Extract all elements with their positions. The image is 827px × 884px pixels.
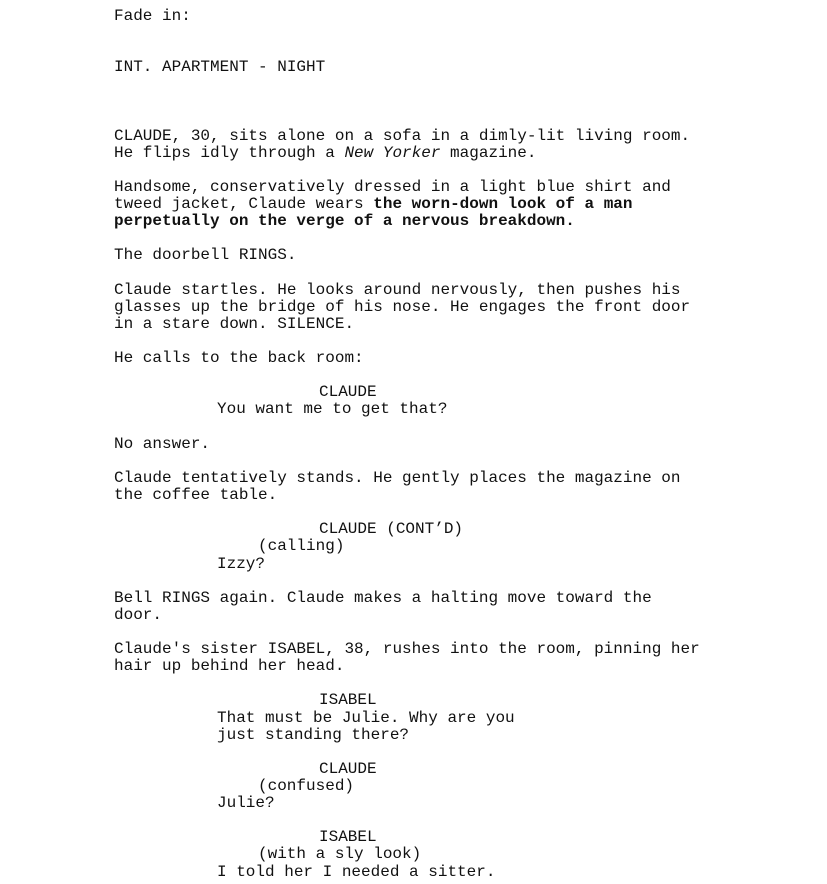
emphasis-text: the worn-down look of a man — [373, 195, 633, 213]
action-line: the coffee table. — [114, 486, 278, 504]
action-line: hair up behind her head. — [114, 657, 345, 675]
action-line: Claude startles. He looks around nervously, then pushes his — [114, 281, 681, 299]
scene-heading: INT. APARTMENT - NIGHT — [114, 58, 326, 76]
action-line: Claude's sister ISABEL, 38, rushes into the room, pinning her — [114, 640, 700, 658]
character-name: ISABEL — [319, 828, 377, 846]
parenthetical: (calling) — [258, 537, 345, 555]
action-line: Handsome, conservatively dressed in a light blue shirt and — [114, 178, 671, 196]
character-name: CLAUDE — [319, 383, 377, 401]
character-name: CLAUDE — [319, 760, 377, 778]
action-line: glasses up the bridge of his nose. He engages the front door — [114, 298, 691, 316]
action-line: Bell RINGS again. Claude makes a halting move toward the — [114, 589, 652, 607]
action-line — [114, 196, 633, 213]
action-line — [114, 145, 536, 162]
action-line: in a stare down. SILENCE. — [114, 315, 355, 333]
dialogue-line: Julie? — [217, 794, 275, 812]
dialogue-line: You want me to get that? — [217, 400, 448, 418]
action-line: CLAUDE, 30, sits alone on a sofa in a dimly-lit living room. — [114, 127, 691, 145]
emphasis-line: perpetually on the verge of a nervous breakdown. — [114, 212, 575, 230]
dialogue-line: I told her I needed a sitter. — [217, 863, 496, 881]
dialogue-line: That must be Julie. Why are you — [217, 709, 515, 727]
action-text: magazine. — [440, 144, 537, 162]
action-line: door. — [114, 606, 163, 624]
action-line: The doorbell RINGS. — [114, 246, 297, 264]
action-text: He flips idly through a — [114, 144, 345, 162]
transition: Fade in: — [114, 7, 191, 25]
character-name: ISABEL — [319, 691, 377, 709]
action-line: He calls to the back room: — [114, 349, 364, 367]
dialogue-line: just standing there? — [217, 726, 410, 744]
parenthetical: (with a sly look) — [258, 845, 422, 863]
character-name: CLAUDE (CONT’D) — [319, 520, 464, 538]
action-line: Claude tentatively stands. He gently places the magazine on — [114, 469, 681, 487]
dialogue-line: Izzy? — [217, 555, 266, 573]
magazine-title: New Yorker — [344, 144, 441, 162]
action-line: No answer. — [114, 435, 211, 453]
action-text: tweed jacket, Claude wears — [114, 195, 374, 213]
parenthetical: (confused) — [258, 777, 355, 795]
